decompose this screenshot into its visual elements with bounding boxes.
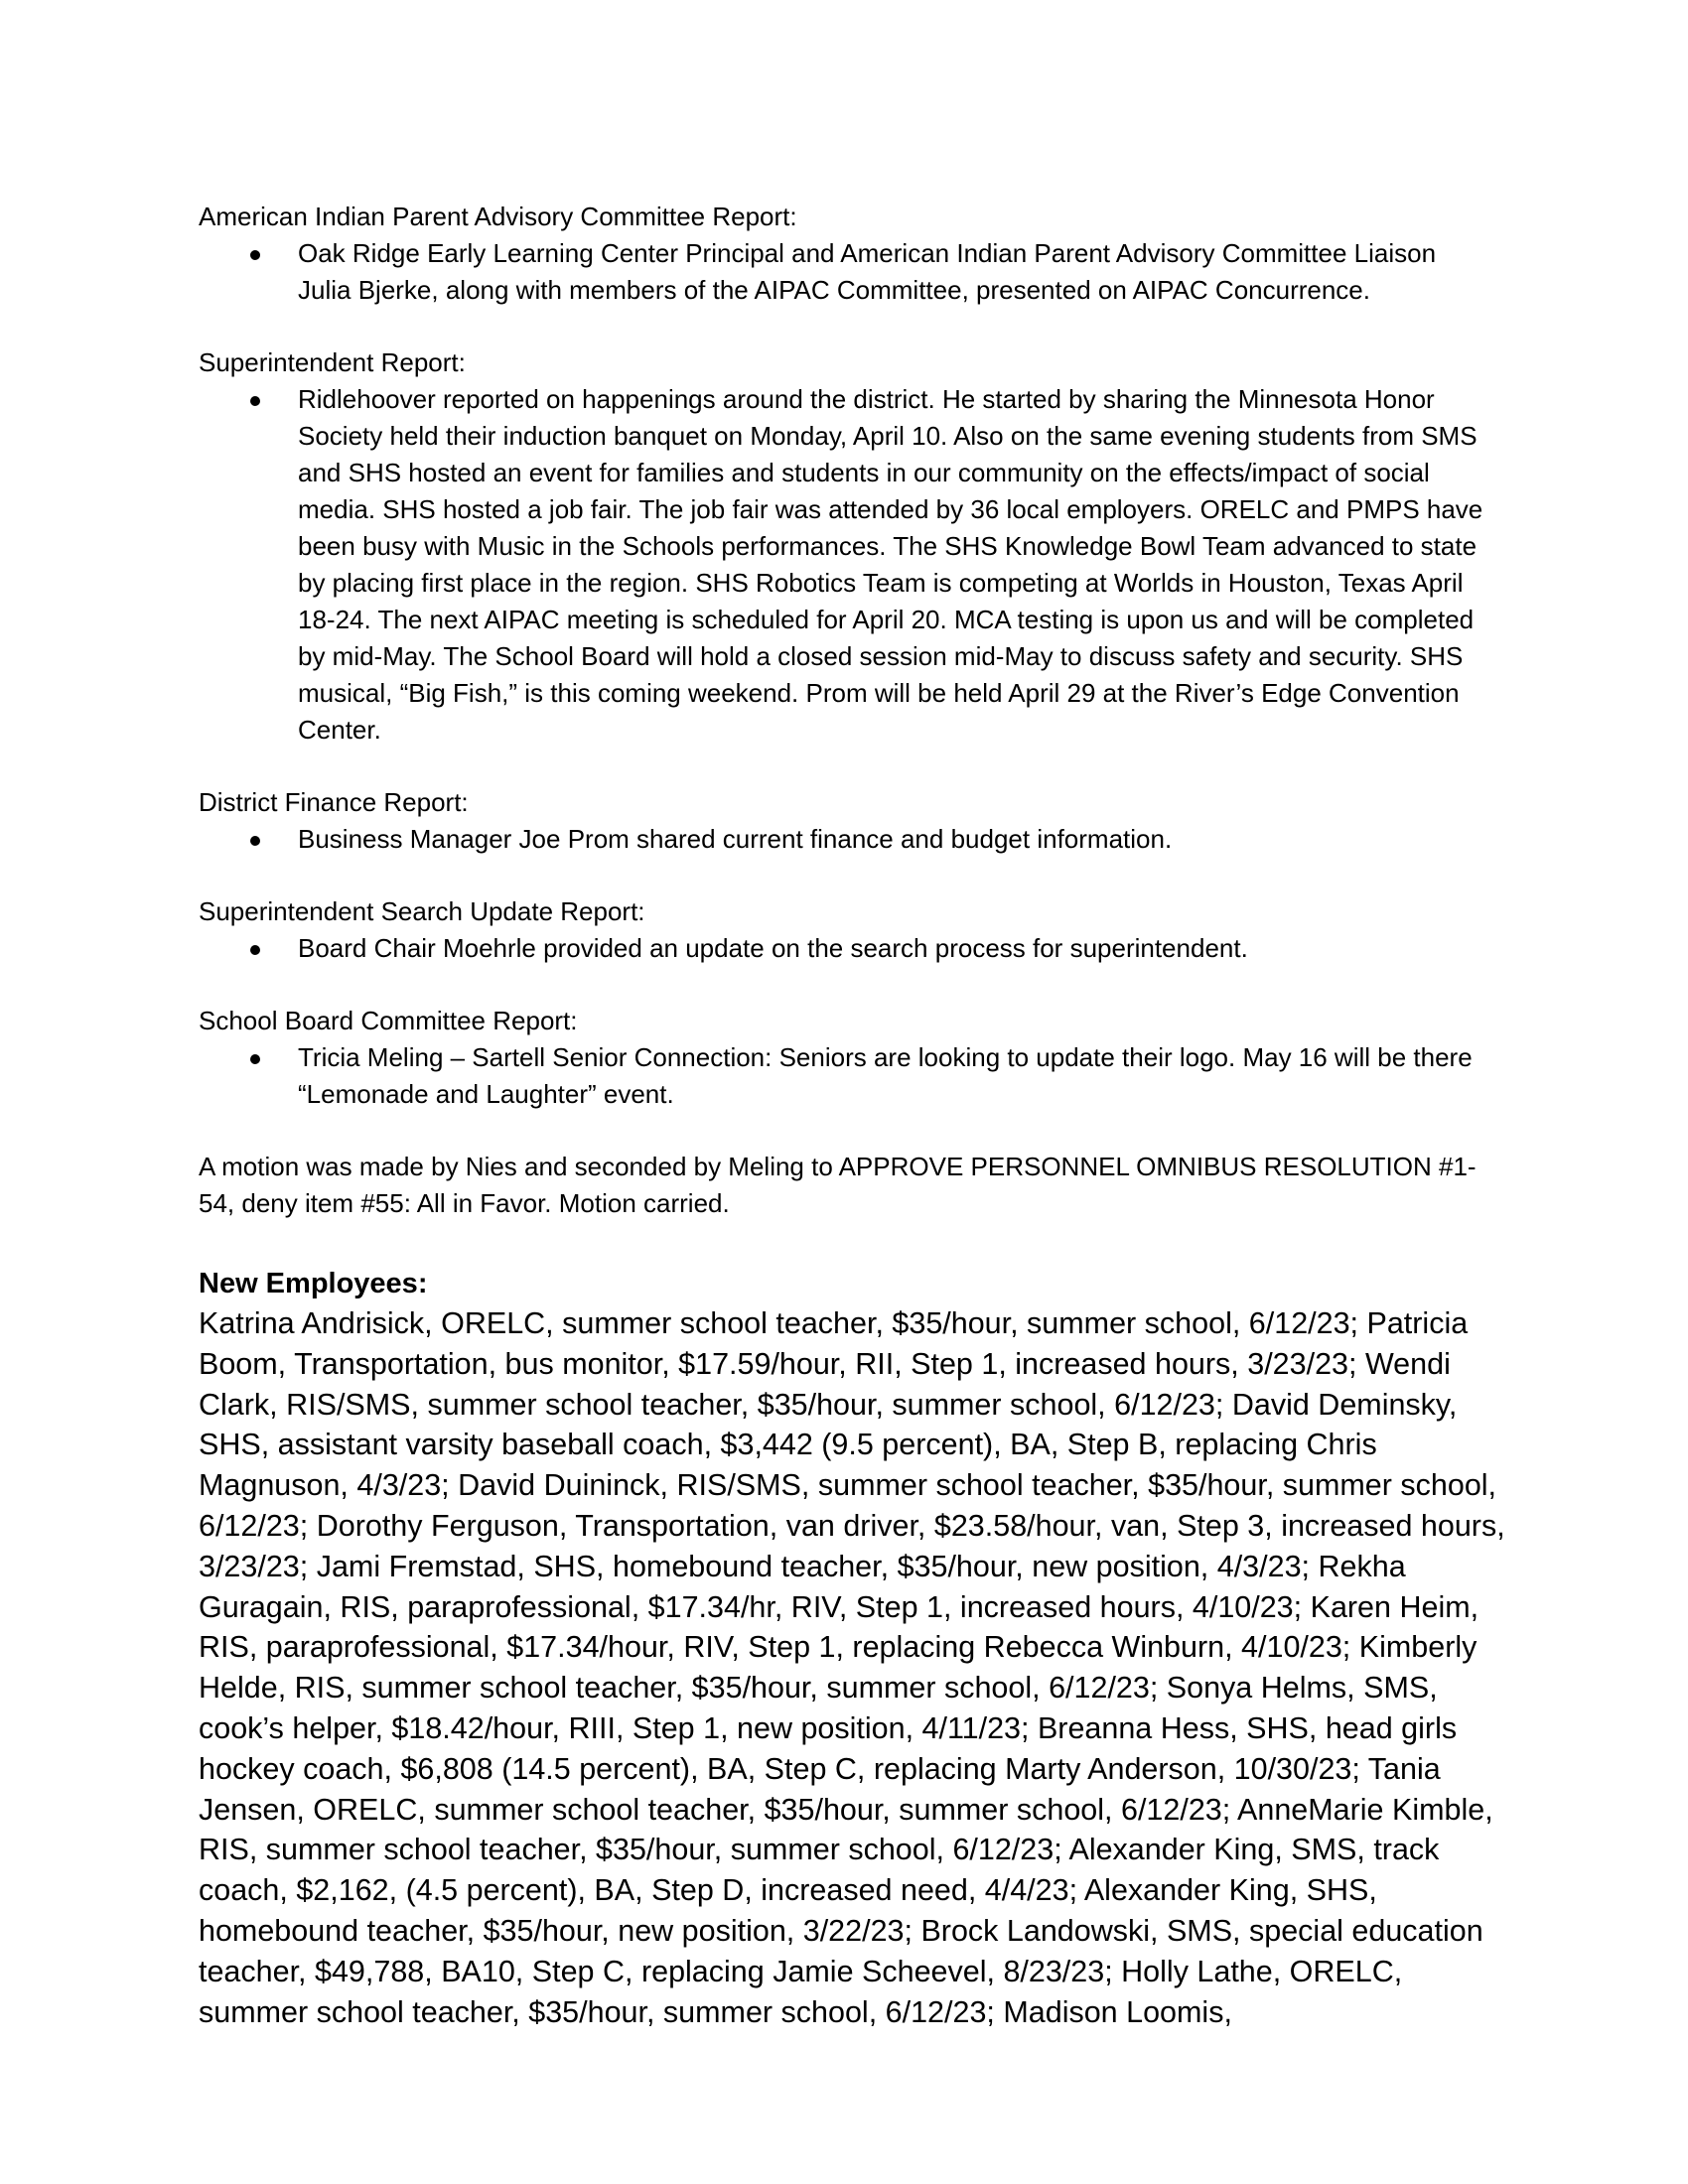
section-heading: School Board Committee Report:: [199, 1006, 578, 1035]
bullet-icon: [250, 250, 260, 260]
bullet-icon: [250, 1054, 260, 1064]
bullet-list: [199, 381, 1489, 749]
committee-report-section: [199, 1003, 1489, 1113]
list-item: [199, 930, 1489, 967]
bullet-icon: [250, 836, 260, 846]
bullet-icon: [250, 396, 260, 406]
list-item: [199, 381, 1489, 749]
section-heading: Superintendent Search Update Report:: [199, 896, 645, 926]
list-item: [199, 821, 1489, 858]
section-heading: District Finance Report:: [199, 787, 469, 817]
list-item-text: Business Manager Joe Prom shared current finance and budget information.: [298, 824, 1173, 854]
motion-paragraph: A motion was made by Nies and seconded by Meling to APPROVE PERSONNEL OMNIBUS RESOLUTION #1-54, deny item #55: All in Favor. Motion carried.: [199, 1152, 1477, 1218]
list-item: [199, 235, 1489, 309]
aipac-report-section: [199, 199, 1489, 309]
list-item-text: Ridlehoover reported on happenings around the district. He started by sharing the Minnesota Honor Society held their induction banquet on Monday, April 10. Also on the same evening students from SMS and SHS hosted an event for families and students in our community on the effects/impact of social media. SHS hosted a job fair. The job fair was attended by 36 local employers. ORELC and PMPS have been busy with Music in the Schools performances. The SHS Knowledge Bowl Team advanced to state by placing first place in the region. SHS Robotics Team is competing at Worlds in Houston, Texas April 18-24. The next AIPAC meeting is scheduled for April 20. MCA testing is upon us and will be completed by mid-May. The School Board will hold a closed session mid-May to discuss safety and security. SHS musical, “Big Fish,” is this coming weekend. Prom will be held April 29 at the River’s Edge Convention Center.: [298, 384, 1483, 745]
search-update-section: [199, 893, 1489, 967]
document-page: [199, 199, 1505, 2032]
bullet-list: [199, 930, 1489, 967]
list-item-text: Tricia Meling – Sartell Senior Connection: Seniors are looking to update their logo. May 16 will be there “Lemonade and Laughter” event.: [298, 1042, 1473, 1109]
bullet-list: [199, 821, 1489, 858]
bullet-icon: [250, 945, 260, 955]
finance-report-section: [199, 784, 1489, 858]
new-employees-heading: New Employees:: [199, 1268, 428, 1299]
bullet-list: [199, 1039, 1489, 1113]
superintendent-report-section: [199, 344, 1489, 749]
list-item: [199, 1039, 1489, 1113]
section-heading: Superintendent Report:: [199, 347, 466, 377]
list-item-text: Board Chair Moehrle provided an update on the search process for superintendent.: [298, 933, 1248, 963]
bullet-list: [199, 235, 1489, 309]
list-item-text: Oak Ridge Early Learning Center Principal and American Indian Parent Advisory Committee Liaison Julia Bjerke, along with members of the AIPAC Committee, presented on AIPAC Concurrence.: [298, 238, 1437, 305]
section-heading: American Indian Parent Advisory Committee Report:: [199, 202, 797, 231]
new-employees-text: Katrina Andrisick, ORELC, summer school teacher, $35/hour, summer school, 6/12/23; Patricia Boom, Transportation, bus monitor, $17.59/hour, RII, Step 1, increased hours, 3/23/23; Wendi Clark, RIS/SMS, summer school teacher, $35/hour, summer school, 6/12/23; David Deminsky, SHS, assistant varsity baseball coach, $3,442 (9.5 percent), BA, Step B, replacing Chris Magnuson, 4/3/23; David Duininck, RIS/SMS, summer school teacher, $35/hour, summer school, 6/12/23; Dorothy Ferguson, Transportation, van driver, $23.58/hour, van, Step 3, increased hours, 3/23/23; Jami Fremstad, SHS, homebound teacher, $35/hour, new position, 4/3/23; Rekha Guragain, RIS, paraprofessional, $17.34/hr, RIV, Step 1, increased hours, 4/10/23; Karen Heim, RIS, paraprofessional, $17.34/hour, RIV, Step 1, replacing Rebecca Winburn, 4/10/23; Kimberly Helde, RIS, summer school teacher, $35/hour, summer school, 6/12/23; Sonya Helms, SMS, cook’s helper, $18.42/hour, RIII, Step 1, new position, 4/11/23; Breanna Hess, SHS, head girls hockey coach, $6,808 (14.5 percent), BA, Step C, replacing Marty Anderson, 10/30/23; Tania Jensen, ORELC, summer school teacher, $35/hour, summer school, 6/12/23; AnneMarie Kimble, RIS, summer school teacher, $35/hour, summer school, 6/12/23; Alexander King, SMS, track coach, $2,162, (4.5 percent), BA, Step D, increased need, 4/4/23; Alexander King, SHS, homebound teacher, $35/hour, new position, 3/22/23; Brock Landowski, SMS, special education teacher, $49,788, BA10, Step C, replacing Jamie Scheevel, 8/23/23; Holly Lathe, ORELC, summer school teacher, $35/hour, summer school, 6/12/23; Madison Loomis,: [199, 1306, 1505, 2029]
